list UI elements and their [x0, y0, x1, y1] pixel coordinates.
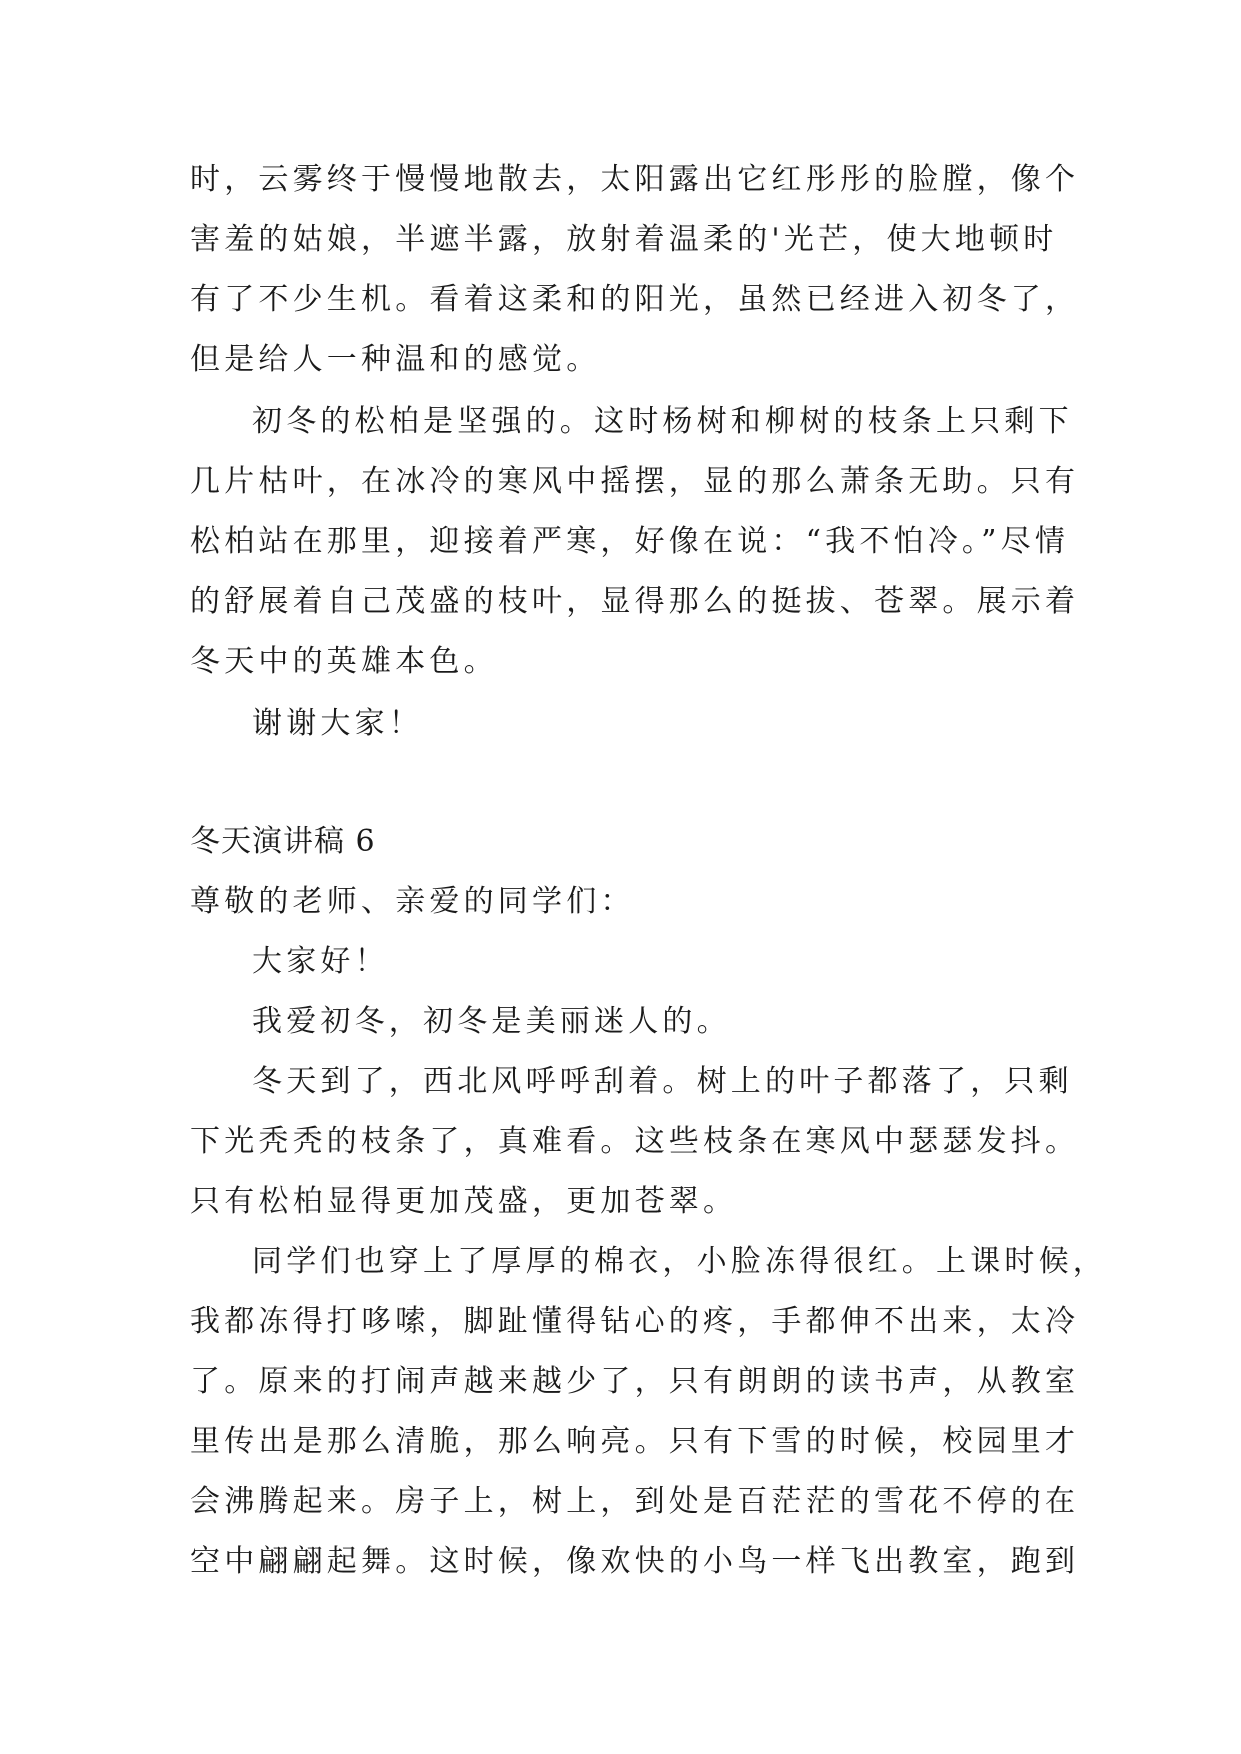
paragraph-line: 但是给人一种温和的感觉。: [190, 342, 601, 377]
paragraph-line: 空中翩翩起舞。这时候，像欢快的小鸟一样飞出教室，跑到: [190, 1544, 1080, 1579]
paragraph-line: 我爱初冬，初冬是美丽迷人的。: [252, 1004, 731, 1039]
paragraph-line: 我都冻得打哆嗦，脚趾懂得钻心的疼，手都伸不出来，太冷: [190, 1304, 1080, 1339]
paragraph-line: 有了不少生机。看着这柔和的阳光，虽然已经进入初冬了，: [190, 282, 1080, 317]
paragraph-line: 冬天中的英雄本色。: [190, 644, 498, 679]
paragraph-line: 冬天到了，西北风呼呼刮着。树上的叶子都落了，只剩: [252, 1064, 1073, 1099]
paragraph-line: 初冬的松柏是坚强的。这时杨树和柳树的枝条上只剩下: [252, 404, 1073, 439]
paragraph-line: 会沸腾起来。房子上，树上，到处是百茫茫的雪花不停的在: [190, 1484, 1080, 1519]
paragraph-line: 下光秃秃的枝条了，真难看。这些枝条在寒风中瑟瑟发抖。: [190, 1124, 1080, 1159]
closing-line: 谢谢大家！: [252, 706, 423, 741]
paragraph-line: 的舒展着自己茂盛的枝叶，显得那么的挺拔、苍翠。展示着: [190, 584, 1080, 619]
section-heading: 冬天演讲稿 6: [190, 824, 376, 859]
paragraph-line: 只有松柏显得更加茂盛，更加苍翠。: [190, 1184, 738, 1219]
paragraph-line: 松柏站在那里，迎接着严寒，好像在说：“我不怕冷。”尽情: [190, 524, 1070, 559]
paragraph-line: 了。原来的打闹声越来越少了，只有朗朗的读书声，从教室: [190, 1364, 1080, 1399]
paragraph-line: 害羞的姑娘，半遮半露，放射着温柔的'光芒，使大地顿时: [190, 222, 1058, 257]
paragraph-line: 时，云雾终于慢慢地散去，太阳露出它红彤彤的脸膛，像个: [190, 162, 1080, 197]
greeting-line: 大家好！: [252, 944, 389, 979]
paragraph-line: 同学们也穿上了厚厚的棉衣，小脸冻得很红。上课时候，: [252, 1244, 1107, 1279]
paragraph-line: 几片枯叶，在冰冷的寒风中摇摆，显的那么萧条无助。只有: [190, 464, 1080, 499]
paragraph-line: 里传出是那么清脆，那么响亮。只有下雪的时候，校园里才: [190, 1424, 1080, 1459]
salutation-line: 尊敬的老师、亲爱的同学们：: [190, 884, 635, 919]
